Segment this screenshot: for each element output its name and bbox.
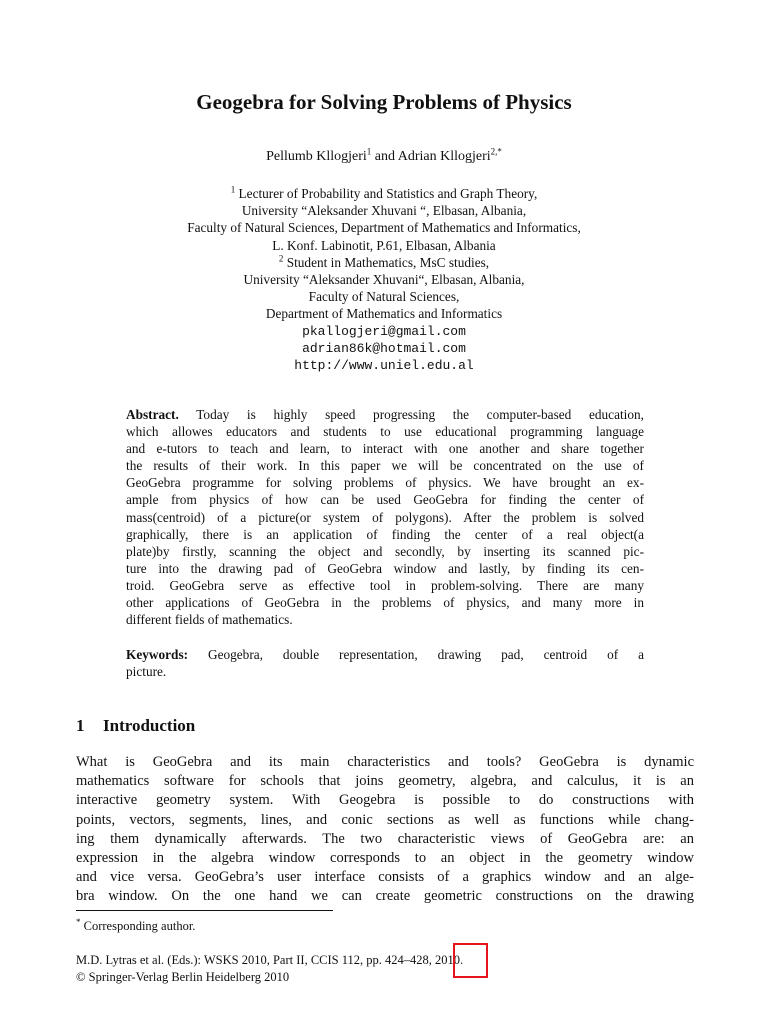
abstract-line: troid. GeoGebra serve as effective tool in problem-solving. There are many bbox=[126, 577, 644, 593]
footnote-mark: * bbox=[76, 916, 81, 927]
affiliation-line: University “Aleksander Xhuvani“, Elbasan, Albania, bbox=[243, 271, 525, 287]
author-connector: and bbox=[371, 149, 398, 164]
affiliation-line: L. Konf. Labinotit, P.61, Elbasan, Albania bbox=[272, 237, 496, 253]
abstract-line: Abstract. Today is highly speed progressing the computer-based education, bbox=[126, 407, 644, 422]
citation-line: M.D. Lytras et al. (Eds.): WSKS 2010, Part II, CCIS 112, pp. 424–428, 2010. bbox=[76, 953, 464, 967]
abstract-line: which allowes educators and students to use educational programming language bbox=[126, 424, 644, 440]
affiliation-mark: 2 bbox=[278, 253, 284, 264]
affiliation-line: $^1$ Lecturer of Probability and Statistics and Graph Theory, bbox=[230, 184, 538, 201]
abstract-line: mass(centroid) of a picture(or system of polygons). After the problem is solved bbox=[126, 509, 644, 525]
footnote-text: Corresponding author. bbox=[80, 919, 196, 933]
citation bbox=[76, 952, 463, 985]
body-line: bra window. On the one hand we can create geometric constructions on the drawing bbox=[76, 888, 694, 905]
affiliation-line: Faculty of Natural Sciences, Department of Mathematics and Informatics, bbox=[187, 220, 581, 236]
body-line: What is GeoGebra and its main characteristics and tools? GeoGebra is dynamic bbox=[76, 754, 694, 770]
affiliation-mark: 1 bbox=[230, 184, 236, 195]
footnote-divider bbox=[76, 910, 333, 911]
abstract-label: Abstract. bbox=[126, 407, 179, 422]
abstract-line: plate)by firstly, scanning the object and secondly, by inserting its scanned pic- bbox=[126, 543, 644, 559]
abstract-line: other applications of GeoGebra in the problems of physics, and many more in bbox=[126, 595, 644, 611]
abstract-line: and e-tutors to teach and learn, to interact with one another and share together bbox=[126, 441, 644, 457]
website-link[interactable]: http://www.uniel.edu.al bbox=[294, 357, 474, 373]
abstract-line: the results of their work. In this paper we will be concentrated on the use of bbox=[126, 458, 644, 474]
body-line: mathematics software for schools that joins geometry, algebra, and calculus, it is an bbox=[76, 773, 694, 790]
abstract-line: GeoGebra programme for solving problems of physics. We have brought an ex- bbox=[126, 475, 644, 491]
abstract-line: ample from physics of how can be used GeoGebra for finding the center of bbox=[126, 492, 644, 508]
section-title: Introduction bbox=[103, 716, 196, 735]
email-link[interactable]: pkallogjeri@gmail.com bbox=[302, 323, 466, 339]
keywords-label: Keywords: bbox=[126, 647, 189, 662]
body-line: and vice versa. GeoGebra’s user interface consists of a graphics window and an alge- bbox=[76, 869, 694, 886]
body-paragraph bbox=[76, 753, 694, 907]
body-line: points, vectors, segments, lines, and conic sections as well as functions while chang- bbox=[76, 811, 694, 828]
author-line bbox=[0, 148, 768, 166]
abstract-line: different fields of mathematics. bbox=[126, 612, 293, 628]
body-line: interactive geometry system. With Geogebra is possible to do constructions with bbox=[76, 792, 694, 809]
affiliation-line: University “Aleksander Xhuvani “, Elbasan, Albania, bbox=[241, 203, 527, 219]
author-affiliation-mark: 2,* bbox=[490, 146, 502, 157]
body-line: ing them dynamically afterwards. The two characteristic views of GeoGebra are: an bbox=[76, 830, 694, 847]
footnote bbox=[76, 918, 195, 934]
author-name: Adrian Kllogjeri bbox=[397, 149, 491, 164]
keywords-line: picture. bbox=[126, 664, 167, 680]
affiliation-line: Faculty of Natural Sciences, bbox=[308, 289, 460, 305]
keywords-line: Keywords: Geogebra, double representation, drawing pad, centroid of a bbox=[126, 647, 644, 662]
body-line: expression in the algebra window corresponds to an object in the geometry window bbox=[76, 849, 694, 866]
abstract-line: graphically, there is an application of finding the center of a real object(a bbox=[126, 526, 644, 542]
affiliations bbox=[0, 185, 768, 374]
email-link[interactable]: adrian86k@hotmail.com bbox=[302, 340, 466, 356]
paper-title: Geogebra for Solving Problems of Physics bbox=[196, 90, 572, 114]
section-number: 1 bbox=[76, 716, 85, 735]
page-number-highlight-box bbox=[453, 943, 488, 978]
author-affiliation-mark: 1 bbox=[366, 146, 372, 157]
affiliation-line: $^2$ Student in Mathematics, MsC studies, bbox=[278, 253, 490, 270]
section-heading bbox=[76, 715, 195, 737]
abstract bbox=[126, 406, 644, 628]
abstract-line: ture into the drawing pad of GeoGebra window and lastly, by finding its cen- bbox=[126, 560, 644, 576]
affiliation-line: Department of Mathematics and Informatics bbox=[265, 306, 503, 322]
copyright-line: © Springer-Verlag Berlin Heidelberg 2010 bbox=[76, 969, 290, 984]
author-name: Pellumb Kllogjeri bbox=[266, 149, 367, 164]
keywords bbox=[126, 646, 644, 680]
